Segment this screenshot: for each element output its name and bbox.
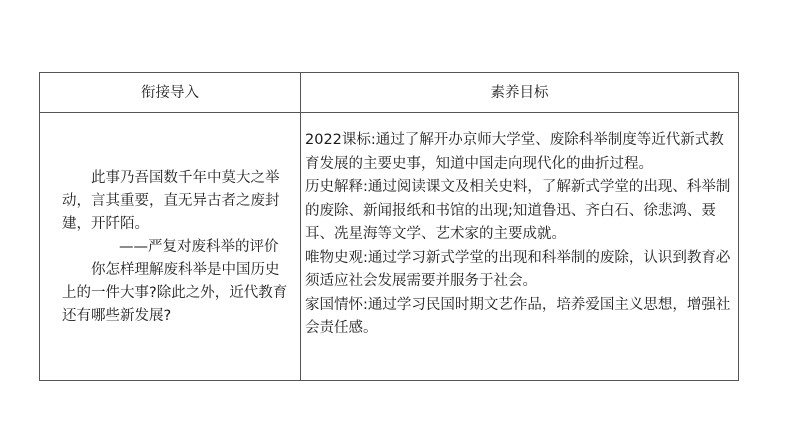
content-table	[39, 72, 739, 381]
header-literacy-goals: 素养目标	[490, 85, 549, 101]
transition-intro-cell	[40, 114, 300, 380]
intro-question: 你怎样理解废科举是中国历史上的一件大事?除此之外，近代教育还有哪些新发展?	[62, 261, 288, 324]
table-header-row	[40, 73, 738, 113]
literacy-goals-cell	[302, 129, 736, 341]
goal-historical-interpretation: 历史解释:通过阅读课文及相关史料，了解新式学堂的出现、科举制的废除、新闻报纸和书馆的出现;知道鲁迅、齐白石、徐悲鸿、聂耳、冼星海等文学、艺术家的主要成就。	[305, 179, 731, 242]
header-transition-intro: 衔接导入	[141, 85, 199, 101]
intro-citation: ——严复对废科举的评价	[119, 238, 279, 255]
column-divider	[300, 73, 301, 380]
intro-quote: 此事乃吾国数千年中莫大之举动，言其重要，直无异古者之废封建，开阡陌。	[62, 169, 280, 232]
goal-curriculum-standard: 2022课标:通过了解开办京师大学堂、废除科举制度等近代新式教育发展的主要史事，知道中国走向现代化的曲折过程。	[305, 132, 724, 172]
goal-patriotism: 家国情怀:通过学习民国时期文艺作品，培养爱国主义思想，增强社会责任感。	[305, 296, 731, 336]
goal-historical-materialism: 唯物史观:通过学习新式学堂的出现和科举制的废除，认识到教育必须适应社会发展需要并服务于社会。	[305, 249, 731, 289]
